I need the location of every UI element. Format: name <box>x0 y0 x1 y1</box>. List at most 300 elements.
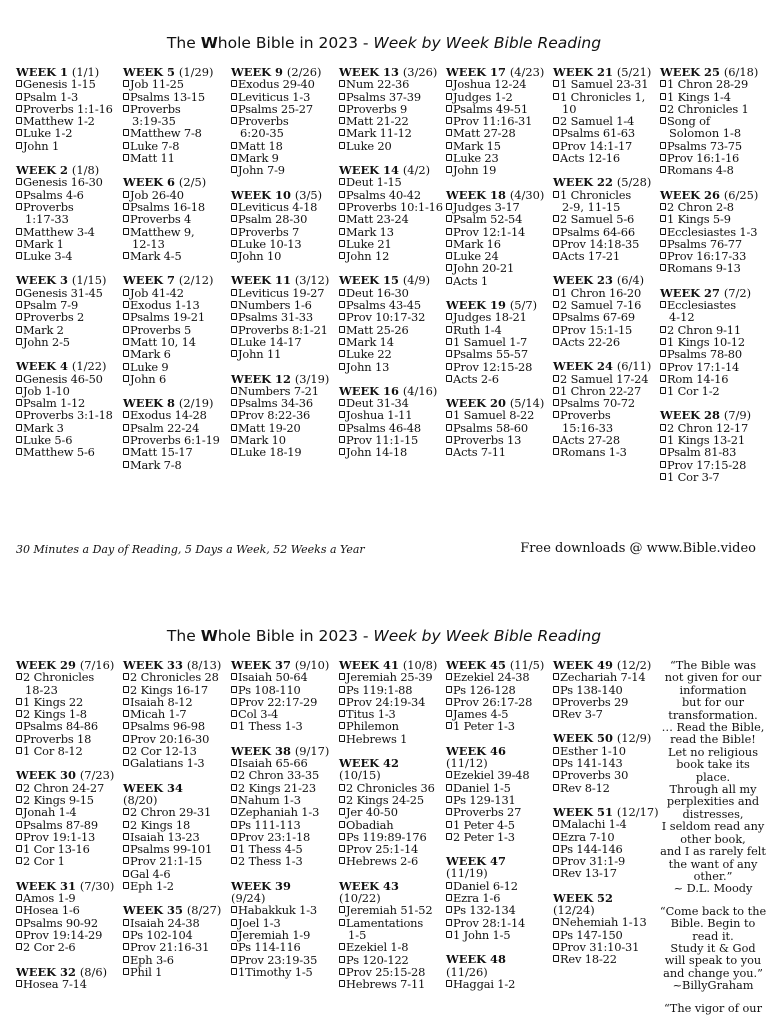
checkbox-icon[interactable] <box>339 203 345 210</box>
checkbox-icon[interactable] <box>446 424 452 431</box>
checkbox-icon[interactable] <box>339 93 345 100</box>
checkbox-icon[interactable] <box>553 686 559 693</box>
checkbox-icon[interactable] <box>660 338 666 345</box>
checkbox-icon[interactable] <box>16 411 22 418</box>
checkbox-icon[interactable] <box>231 387 237 394</box>
reading-item[interactable] <box>660 262 764 274</box>
reading-item[interactable] <box>16 127 120 139</box>
checkbox-icon[interactable] <box>123 919 129 926</box>
checkbox-icon[interactable] <box>660 301 666 308</box>
reading-item[interactable] <box>16 78 120 90</box>
checkbox-icon[interactable] <box>446 93 452 100</box>
reading-item[interactable] <box>16 855 120 867</box>
checkbox-icon[interactable] <box>231 784 237 791</box>
checkbox-icon[interactable] <box>446 105 452 112</box>
reading-item[interactable] <box>553 336 657 348</box>
checkbox-icon[interactable] <box>231 289 237 296</box>
checkbox-icon[interactable] <box>446 375 452 382</box>
checkbox-icon[interactable] <box>16 821 22 828</box>
checkbox-icon[interactable] <box>446 154 452 161</box>
checkbox-icon[interactable] <box>16 722 22 729</box>
checkbox-icon[interactable] <box>231 228 237 235</box>
checkbox-icon[interactable] <box>446 722 452 729</box>
reading-item[interactable] <box>231 941 335 953</box>
checkbox-icon[interactable] <box>339 105 345 112</box>
checkbox-icon[interactable] <box>123 191 129 198</box>
reading-item[interactable] <box>123 671 227 683</box>
checkbox-icon[interactable] <box>339 919 345 926</box>
reading-item[interactable] <box>446 806 550 818</box>
checkbox-icon[interactable] <box>339 228 345 235</box>
checkbox-icon[interactable] <box>16 943 22 950</box>
reading-item[interactable] <box>123 459 227 471</box>
footer-downloads[interactable]: Free downloads @ www.Bible.video <box>520 541 756 556</box>
checkbox-icon[interactable] <box>553 820 559 827</box>
checkbox-icon[interactable] <box>16 980 22 987</box>
checkbox-icon[interactable] <box>660 105 666 112</box>
checkbox-icon[interactable] <box>123 215 129 222</box>
reading-item[interactable] <box>446 127 550 139</box>
checkbox-icon[interactable] <box>339 722 345 729</box>
checkbox-icon[interactable] <box>446 215 452 222</box>
checkbox-icon[interactable] <box>339 363 345 370</box>
reading-item[interactable] <box>446 446 550 458</box>
checkbox-icon[interactable] <box>231 833 237 840</box>
reading-item[interactable] <box>553 373 657 385</box>
reading-item[interactable] <box>231 904 335 916</box>
checkbox-icon[interactable] <box>660 264 666 271</box>
reading-item[interactable] <box>339 446 443 458</box>
checkbox-icon[interactable] <box>16 289 22 296</box>
checkbox-icon[interactable] <box>231 919 237 926</box>
reading-item[interactable] <box>660 164 764 176</box>
checkbox-icon[interactable] <box>123 710 129 717</box>
reading-item[interactable] <box>339 409 443 421</box>
checkbox-icon[interactable] <box>123 747 129 754</box>
checkbox-icon[interactable] <box>339 240 345 247</box>
checkbox-icon[interactable] <box>231 698 237 705</box>
checkbox-icon[interactable] <box>660 203 666 210</box>
checkbox-icon[interactable] <box>446 673 452 680</box>
checkbox-icon[interactable] <box>123 338 129 345</box>
checkbox-icon[interactable] <box>16 313 22 320</box>
checkbox-icon[interactable] <box>446 117 452 124</box>
checkbox-icon[interactable] <box>123 461 129 468</box>
reading-item[interactable] <box>231 671 335 683</box>
reading-item[interactable] <box>16 671 120 683</box>
checkbox-icon[interactable] <box>660 117 666 124</box>
reading-item[interactable] <box>231 213 335 225</box>
reading-item[interactable] <box>16 941 120 953</box>
checkbox-icon[interactable] <box>231 436 237 443</box>
reading-item[interactable] <box>16 806 120 818</box>
checkbox-icon[interactable] <box>123 436 129 443</box>
checkbox-icon[interactable] <box>446 821 452 828</box>
reading-item[interactable] <box>446 164 550 176</box>
checkbox-icon[interactable] <box>446 142 452 149</box>
checkbox-icon[interactable] <box>660 375 666 382</box>
checkbox-icon[interactable] <box>339 906 345 913</box>
reading-item[interactable] <box>339 671 443 683</box>
checkbox-icon[interactable] <box>231 215 237 222</box>
checkbox-icon[interactable] <box>446 784 452 791</box>
reading-item[interactable] <box>339 176 443 188</box>
checkbox-icon[interactable] <box>553 436 559 443</box>
checkbox-icon[interactable] <box>446 363 452 370</box>
checkbox-icon[interactable] <box>231 203 237 210</box>
checkbox-icon[interactable] <box>553 710 559 717</box>
checkbox-icon[interactable] <box>660 387 666 394</box>
reading-item[interactable] <box>339 806 443 818</box>
checkbox-icon[interactable] <box>339 326 345 333</box>
checkbox-icon[interactable] <box>123 931 129 938</box>
checkbox-icon[interactable] <box>123 350 129 357</box>
checkbox-icon[interactable] <box>231 943 237 950</box>
checkbox-icon[interactable] <box>231 338 237 345</box>
checkbox-icon[interactable] <box>553 93 559 100</box>
checkbox-icon[interactable] <box>231 906 237 913</box>
checkbox-icon[interactable] <box>446 710 452 717</box>
reading-item[interactable] <box>123 757 227 769</box>
checkbox-icon[interactable] <box>231 722 237 729</box>
checkbox-icon[interactable] <box>339 350 345 357</box>
reading-item[interactable] <box>16 819 120 831</box>
reading-item[interactable] <box>553 671 657 683</box>
checkbox-icon[interactable] <box>231 166 237 173</box>
checkbox-icon[interactable] <box>339 399 345 406</box>
checkbox-icon[interactable] <box>339 796 345 803</box>
checkbox-icon[interactable] <box>16 252 22 259</box>
checkbox-icon[interactable] <box>123 808 129 815</box>
checkbox-icon[interactable] <box>16 326 22 333</box>
reading-item[interactable] <box>231 164 335 176</box>
reading-item[interactable] <box>16 373 120 385</box>
checkbox-icon[interactable] <box>231 313 237 320</box>
reading-item[interactable] <box>553 250 657 262</box>
checkbox-icon[interactable] <box>339 117 345 124</box>
reading-item[interactable] <box>553 953 657 965</box>
checkbox-icon[interactable] <box>123 821 129 828</box>
reading-item[interactable] <box>231 954 335 966</box>
checkbox-icon[interactable] <box>16 673 22 680</box>
reading-item[interactable] <box>231 311 335 323</box>
reading-item[interactable] <box>446 978 550 990</box>
checkbox-icon[interactable] <box>16 203 22 210</box>
checkbox-icon[interactable] <box>16 894 22 901</box>
checkbox-icon[interactable] <box>123 326 129 333</box>
reading-item[interactable] <box>553 152 657 164</box>
checkbox-icon[interactable] <box>553 698 559 705</box>
checkbox-icon[interactable] <box>123 375 129 382</box>
checkbox-icon[interactable] <box>660 80 666 87</box>
checkbox-icon[interactable] <box>446 808 452 815</box>
checkbox-icon[interactable] <box>231 93 237 100</box>
reading-item[interactable] <box>339 733 443 745</box>
reading-item[interactable] <box>660 226 764 238</box>
reading-item[interactable] <box>123 446 227 458</box>
reading-item[interactable] <box>553 226 657 238</box>
reading-item[interactable] <box>553 708 657 720</box>
reading-item[interactable] <box>553 867 657 879</box>
checkbox-icon[interactable] <box>553 845 559 852</box>
reading-item[interactable] <box>123 311 227 323</box>
checkbox-icon[interactable] <box>553 117 559 124</box>
checkbox-icon[interactable] <box>339 142 345 149</box>
reading-item[interactable] <box>231 855 335 867</box>
reading-item[interactable] <box>339 720 443 732</box>
checkbox-icon[interactable] <box>553 857 559 864</box>
reading-item[interactable] <box>123 78 227 90</box>
checkbox-icon[interactable] <box>660 252 666 259</box>
checkbox-icon[interactable] <box>123 722 129 729</box>
checkbox-icon[interactable] <box>16 906 22 913</box>
reading-item[interactable] <box>16 336 120 348</box>
checkbox-icon[interactable] <box>231 411 237 418</box>
reading-item[interactable] <box>660 361 764 373</box>
checkbox-icon[interactable] <box>123 448 129 455</box>
checkbox-icon[interactable] <box>339 313 345 320</box>
checkbox-icon[interactable] <box>660 363 666 370</box>
checkbox-icon[interactable] <box>446 252 452 259</box>
checkbox-icon[interactable] <box>16 796 22 803</box>
reading-item[interactable] <box>553 311 657 323</box>
checkbox-icon[interactable] <box>446 906 452 913</box>
reading-item[interactable] <box>16 140 120 152</box>
checkbox-icon[interactable] <box>123 301 129 308</box>
reading-item[interactable] <box>446 720 550 732</box>
checkbox-icon[interactable] <box>553 747 559 754</box>
checkbox-icon[interactable] <box>16 375 22 382</box>
reading-item[interactable] <box>123 361 227 373</box>
checkbox-icon[interactable] <box>446 313 452 320</box>
checkbox-icon[interactable] <box>339 710 345 717</box>
checkbox-icon[interactable] <box>123 105 129 112</box>
reading-item[interactable] <box>553 78 657 90</box>
checkbox-icon[interactable] <box>231 771 237 778</box>
checkbox-icon[interactable] <box>16 735 22 742</box>
reading-item[interactable] <box>339 361 443 373</box>
checkbox-icon[interactable] <box>16 142 22 149</box>
reading-item[interactable] <box>446 213 550 225</box>
reading-item[interactable] <box>123 806 227 818</box>
checkbox-icon[interactable] <box>123 142 129 149</box>
reading-item[interactable] <box>446 819 550 831</box>
checkbox-icon[interactable] <box>16 93 22 100</box>
checkbox-icon[interactable] <box>231 956 237 963</box>
checkbox-icon[interactable] <box>553 955 559 962</box>
reading-item[interactable] <box>123 941 227 953</box>
checkbox-icon[interactable] <box>553 759 559 766</box>
checkbox-icon[interactable] <box>553 833 559 840</box>
reading-item[interactable] <box>446 671 550 683</box>
reading-item[interactable] <box>231 409 335 421</box>
reading-item[interactable] <box>231 250 335 262</box>
checkbox-icon[interactable] <box>553 943 559 950</box>
checkbox-icon[interactable] <box>553 673 559 680</box>
checkbox-icon[interactable] <box>446 698 452 705</box>
reading-item[interactable] <box>231 806 335 818</box>
checkbox-icon[interactable] <box>446 228 452 235</box>
checkbox-icon[interactable] <box>553 784 559 791</box>
checkbox-icon[interactable] <box>339 436 345 443</box>
checkbox-icon[interactable] <box>446 350 452 357</box>
checkbox-icon[interactable] <box>123 93 129 100</box>
checkbox-icon[interactable] <box>553 375 559 382</box>
checkbox-icon[interactable] <box>339 784 345 791</box>
checkbox-icon[interactable] <box>123 686 129 693</box>
checkbox-icon[interactable] <box>553 326 559 333</box>
checkbox-icon[interactable] <box>446 771 452 778</box>
reading-item[interactable] <box>446 311 550 323</box>
checkbox-icon[interactable] <box>660 448 666 455</box>
checkbox-icon[interactable] <box>123 252 129 259</box>
reading-item[interactable] <box>16 720 120 732</box>
checkbox-icon[interactable] <box>123 363 129 370</box>
checkbox-icon[interactable] <box>231 808 237 815</box>
checkbox-icon[interactable] <box>339 80 345 87</box>
checkbox-icon[interactable] <box>16 399 22 406</box>
reading-item[interactable] <box>553 818 657 830</box>
reading-item[interactable] <box>16 226 120 238</box>
reading-item[interactable] <box>553 446 657 458</box>
reading-item[interactable] <box>660 471 764 483</box>
reading-item[interactable] <box>339 127 443 139</box>
checkbox-icon[interactable] <box>231 686 237 693</box>
reading-item[interactable] <box>339 140 443 152</box>
reading-item[interactable] <box>123 373 227 385</box>
reading-item[interactable] <box>339 904 443 916</box>
reading-item[interactable] <box>123 127 227 139</box>
reading-item[interactable] <box>16 176 120 188</box>
checkbox-icon[interactable] <box>231 759 237 766</box>
checkbox-icon[interactable] <box>339 980 345 987</box>
reading-item[interactable] <box>123 819 227 831</box>
checkbox-icon[interactable] <box>446 833 452 840</box>
checkbox-icon[interactable] <box>446 129 452 136</box>
reading-item[interactable] <box>446 361 550 373</box>
checkbox-icon[interactable] <box>16 833 22 840</box>
checkbox-icon[interactable] <box>123 203 129 210</box>
checkbox-icon[interactable] <box>16 178 22 185</box>
checkbox-icon[interactable] <box>553 301 559 308</box>
checkbox-icon[interactable] <box>446 980 452 987</box>
reading-item[interactable] <box>660 385 764 397</box>
reading-item[interactable] <box>16 446 120 458</box>
reading-item[interactable] <box>553 127 657 139</box>
checkbox-icon[interactable] <box>553 215 559 222</box>
checkbox-icon[interactable] <box>553 142 559 149</box>
reading-item[interactable] <box>16 250 120 262</box>
reading-item[interactable] <box>660 446 764 458</box>
reading-item[interactable] <box>123 152 227 164</box>
reading-item[interactable] <box>123 226 227 238</box>
reading-item[interactable] <box>446 78 550 90</box>
checkbox-icon[interactable] <box>123 870 129 877</box>
reading-item[interactable] <box>446 769 550 781</box>
checkbox-icon[interactable] <box>123 882 129 889</box>
checkbox-icon[interactable] <box>446 338 452 345</box>
checkbox-icon[interactable] <box>660 142 666 149</box>
checkbox-icon[interactable] <box>231 240 237 247</box>
checkbox-icon[interactable] <box>446 919 452 926</box>
checkbox-icon[interactable] <box>123 833 129 840</box>
checkbox-icon[interactable] <box>123 735 129 742</box>
checkbox-icon[interactable] <box>553 931 559 938</box>
reading-item[interactable] <box>446 929 550 941</box>
reading-item[interactable] <box>553 409 657 421</box>
checkbox-icon[interactable] <box>231 821 237 828</box>
reading-item[interactable] <box>553 213 657 225</box>
checkbox-icon[interactable] <box>16 808 22 815</box>
reading-item[interactable] <box>553 916 657 928</box>
checkbox-icon[interactable] <box>660 228 666 235</box>
checkbox-icon[interactable] <box>553 411 559 418</box>
checkbox-icon[interactable] <box>446 894 452 901</box>
reading-item[interactable] <box>446 262 550 274</box>
checkbox-icon[interactable] <box>16 80 22 87</box>
reading-item[interactable] <box>553 831 657 843</box>
reading-item[interactable] <box>123 720 227 732</box>
checkbox-icon[interactable] <box>339 968 345 975</box>
checkbox-icon[interactable] <box>123 759 129 766</box>
checkbox-icon[interactable] <box>16 129 22 136</box>
checkbox-icon[interactable] <box>16 424 22 431</box>
checkbox-icon[interactable] <box>231 80 237 87</box>
checkbox-icon[interactable] <box>231 796 237 803</box>
checkbox-icon[interactable] <box>660 166 666 173</box>
checkbox-icon[interactable] <box>123 698 129 705</box>
checkbox-icon[interactable] <box>339 191 345 198</box>
checkbox-icon[interactable] <box>231 845 237 852</box>
reading-item[interactable] <box>446 831 550 843</box>
reading-item[interactable] <box>123 880 227 892</box>
checkbox-icon[interactable] <box>339 448 345 455</box>
reading-item[interactable] <box>123 855 227 867</box>
checkbox-icon[interactable] <box>339 411 345 418</box>
checkbox-icon[interactable] <box>339 673 345 680</box>
checkbox-icon[interactable] <box>231 326 237 333</box>
checkbox-icon[interactable] <box>16 919 22 926</box>
reading-item[interactable] <box>446 226 550 238</box>
checkbox-icon[interactable] <box>231 252 237 259</box>
checkbox-icon[interactable] <box>339 808 345 815</box>
reading-item[interactable] <box>446 348 550 360</box>
checkbox-icon[interactable] <box>231 154 237 161</box>
reading-item[interactable] <box>339 311 443 323</box>
checkbox-icon[interactable] <box>231 673 237 680</box>
checkbox-icon[interactable] <box>16 338 22 345</box>
checkbox-icon[interactable] <box>16 710 22 717</box>
reading-item[interactable] <box>16 409 120 421</box>
checkbox-icon[interactable] <box>16 747 22 754</box>
checkbox-icon[interactable] <box>231 857 237 864</box>
checkbox-icon[interactable] <box>123 80 129 87</box>
checkbox-icon[interactable] <box>446 240 452 247</box>
checkbox-icon[interactable] <box>446 448 452 455</box>
checkbox-icon[interactable] <box>446 80 452 87</box>
checkbox-icon[interactable] <box>660 436 666 443</box>
checkbox-icon[interactable] <box>339 956 345 963</box>
checkbox-icon[interactable] <box>123 228 129 235</box>
checkbox-icon[interactable] <box>339 338 345 345</box>
checkbox-icon[interactable] <box>446 326 452 333</box>
checkbox-icon[interactable] <box>553 289 559 296</box>
checkbox-icon[interactable] <box>660 350 666 357</box>
checkbox-icon[interactable] <box>339 129 345 136</box>
checkbox-icon[interactable] <box>339 698 345 705</box>
checkbox-icon[interactable] <box>16 105 22 112</box>
checkbox-icon[interactable] <box>339 845 345 852</box>
